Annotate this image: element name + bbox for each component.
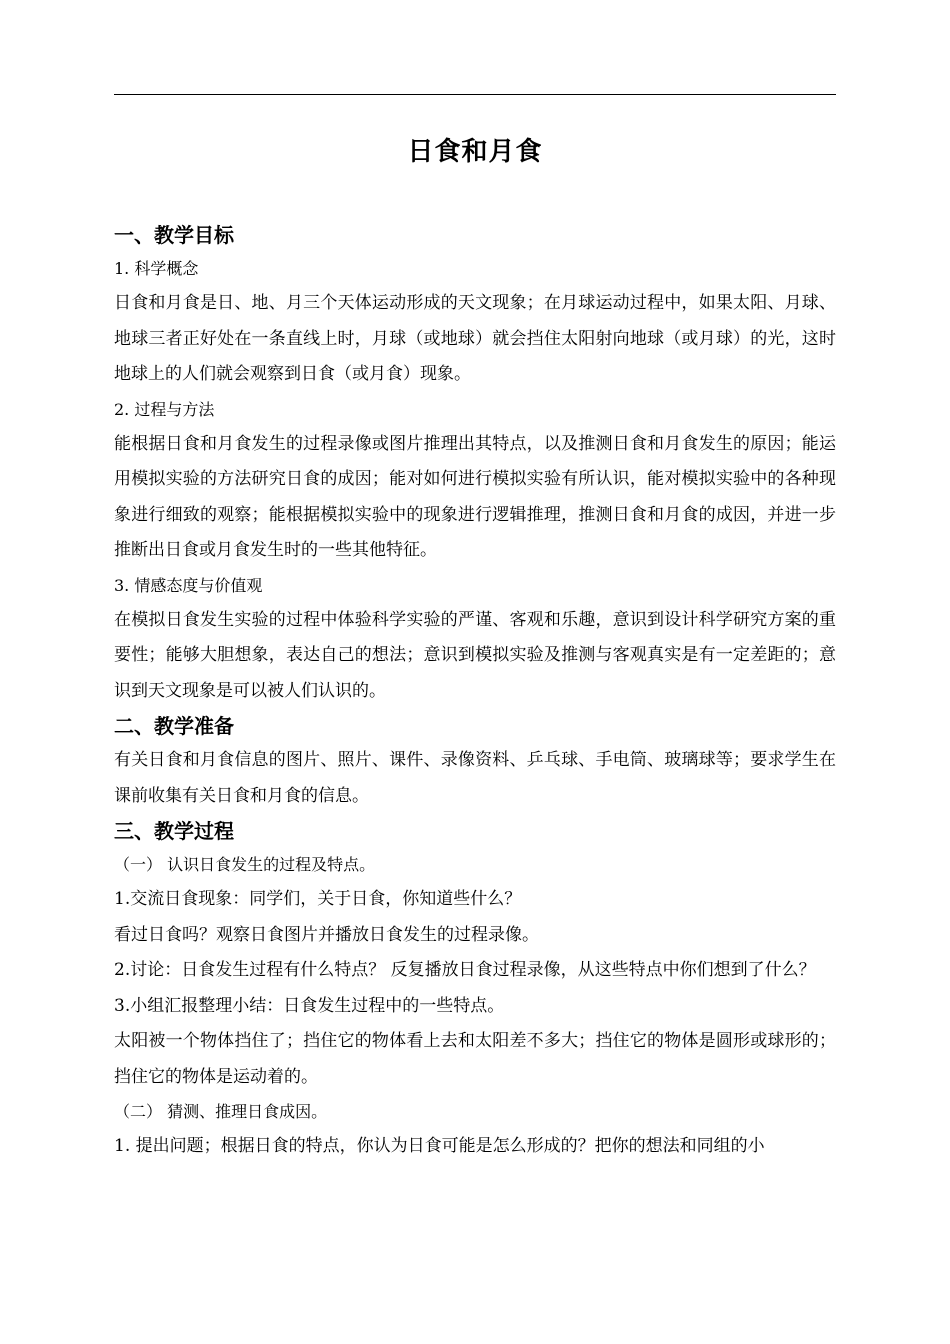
- process-line-2: 看过日食吗？观察日食图片并播放日食发生的过程录像。: [114, 924, 539, 945]
- process-line-4: 3.小组汇报整理小结：日食发生过程中的一些特点。: [114, 995, 505, 1016]
- subheading-attitude-values: 3. 情感态度与价值观: [114, 575, 263, 595]
- part-heading-1: （一） 认识日食发生的过程及特点。: [114, 855, 376, 874]
- paragraph-preparation: 有关日食和月食信息的图片、照片、课件、录像资料、乒乓球、手电筒、玻璃球等；要求学生在课前收集有关日食和月食的信息。: [114, 750, 836, 806]
- document-body: [114, 218, 836, 1165]
- process-line-6: 1. 提出问题；根据日食的特点，你认为日食可能是怎么形成的？把你的想法和同组的小: [114, 1136, 765, 1156]
- paragraph-process-method: 能根据日食和月食发生的过程录像或图片推理出其特点，以及推测日食和月食发生的原因；能运用模拟实验的方法研究日食的成因；能对如何进行模拟实验有所认识，能对模拟实验中的各种现象进行细致的观察；能根据模拟实验中的现象进行逻辑推理，推测日食和月食的成因，并进一步推断出日食或月食发生时的一些其他特征。: [114, 433, 836, 560]
- header-rule: [114, 94, 836, 95]
- paragraph-science-concept: 日食和月食是日、地、月三个天体运动形成的天文现象；在月球运动过程中，如果太阳、月球、地球三者正好处在一条直线上时，月球（或地球）就会挡住太阳射向地球（或月球）的光，这时地球上的人们就会观察到日食（或月食）现象。: [114, 293, 836, 384]
- part-heading-2: （二） 猜测、推理日食成因。: [114, 1102, 328, 1121]
- section-heading-process: 三、教学过程: [114, 819, 234, 843]
- subheading-science-concept: 1. 科学概念: [114, 259, 199, 278]
- process-line-1: 1.交流日食现象：同学们，关于日食，你知道些什么？: [114, 889, 522, 909]
- section-heading-objectives: 一、教学目标: [114, 223, 234, 247]
- process-paragraph-3: 2.讨论：日食发生过程有什么特点？ 反复播放日食过程录像，从这些特点中你们想到了什么？: [114, 960, 816, 980]
- paragraph-attitude-values: 在模拟日食发生实验的过程中体验科学实验的严谨、客观和乐趣，意识到设计科学研究方案的重要性；能够大胆想象，表达自己的想法；意识到模拟实验及推测与客观真实是有一定差距的；意识到天文现象是可以被人们认识的。: [114, 609, 836, 701]
- subheading-process-method: 2. 过程与方法: [114, 399, 215, 419]
- document-title: 日食和月食: [407, 137, 543, 167]
- section-heading-preparation: 二、教学准备: [114, 714, 234, 738]
- process-paragraph-5: 太阳被一个物体挡住了；挡住它的物体看上去和太阳差不多大；挡住它的物体是圆形或球形的；挡住它的物体是运动着的。: [114, 1031, 836, 1087]
